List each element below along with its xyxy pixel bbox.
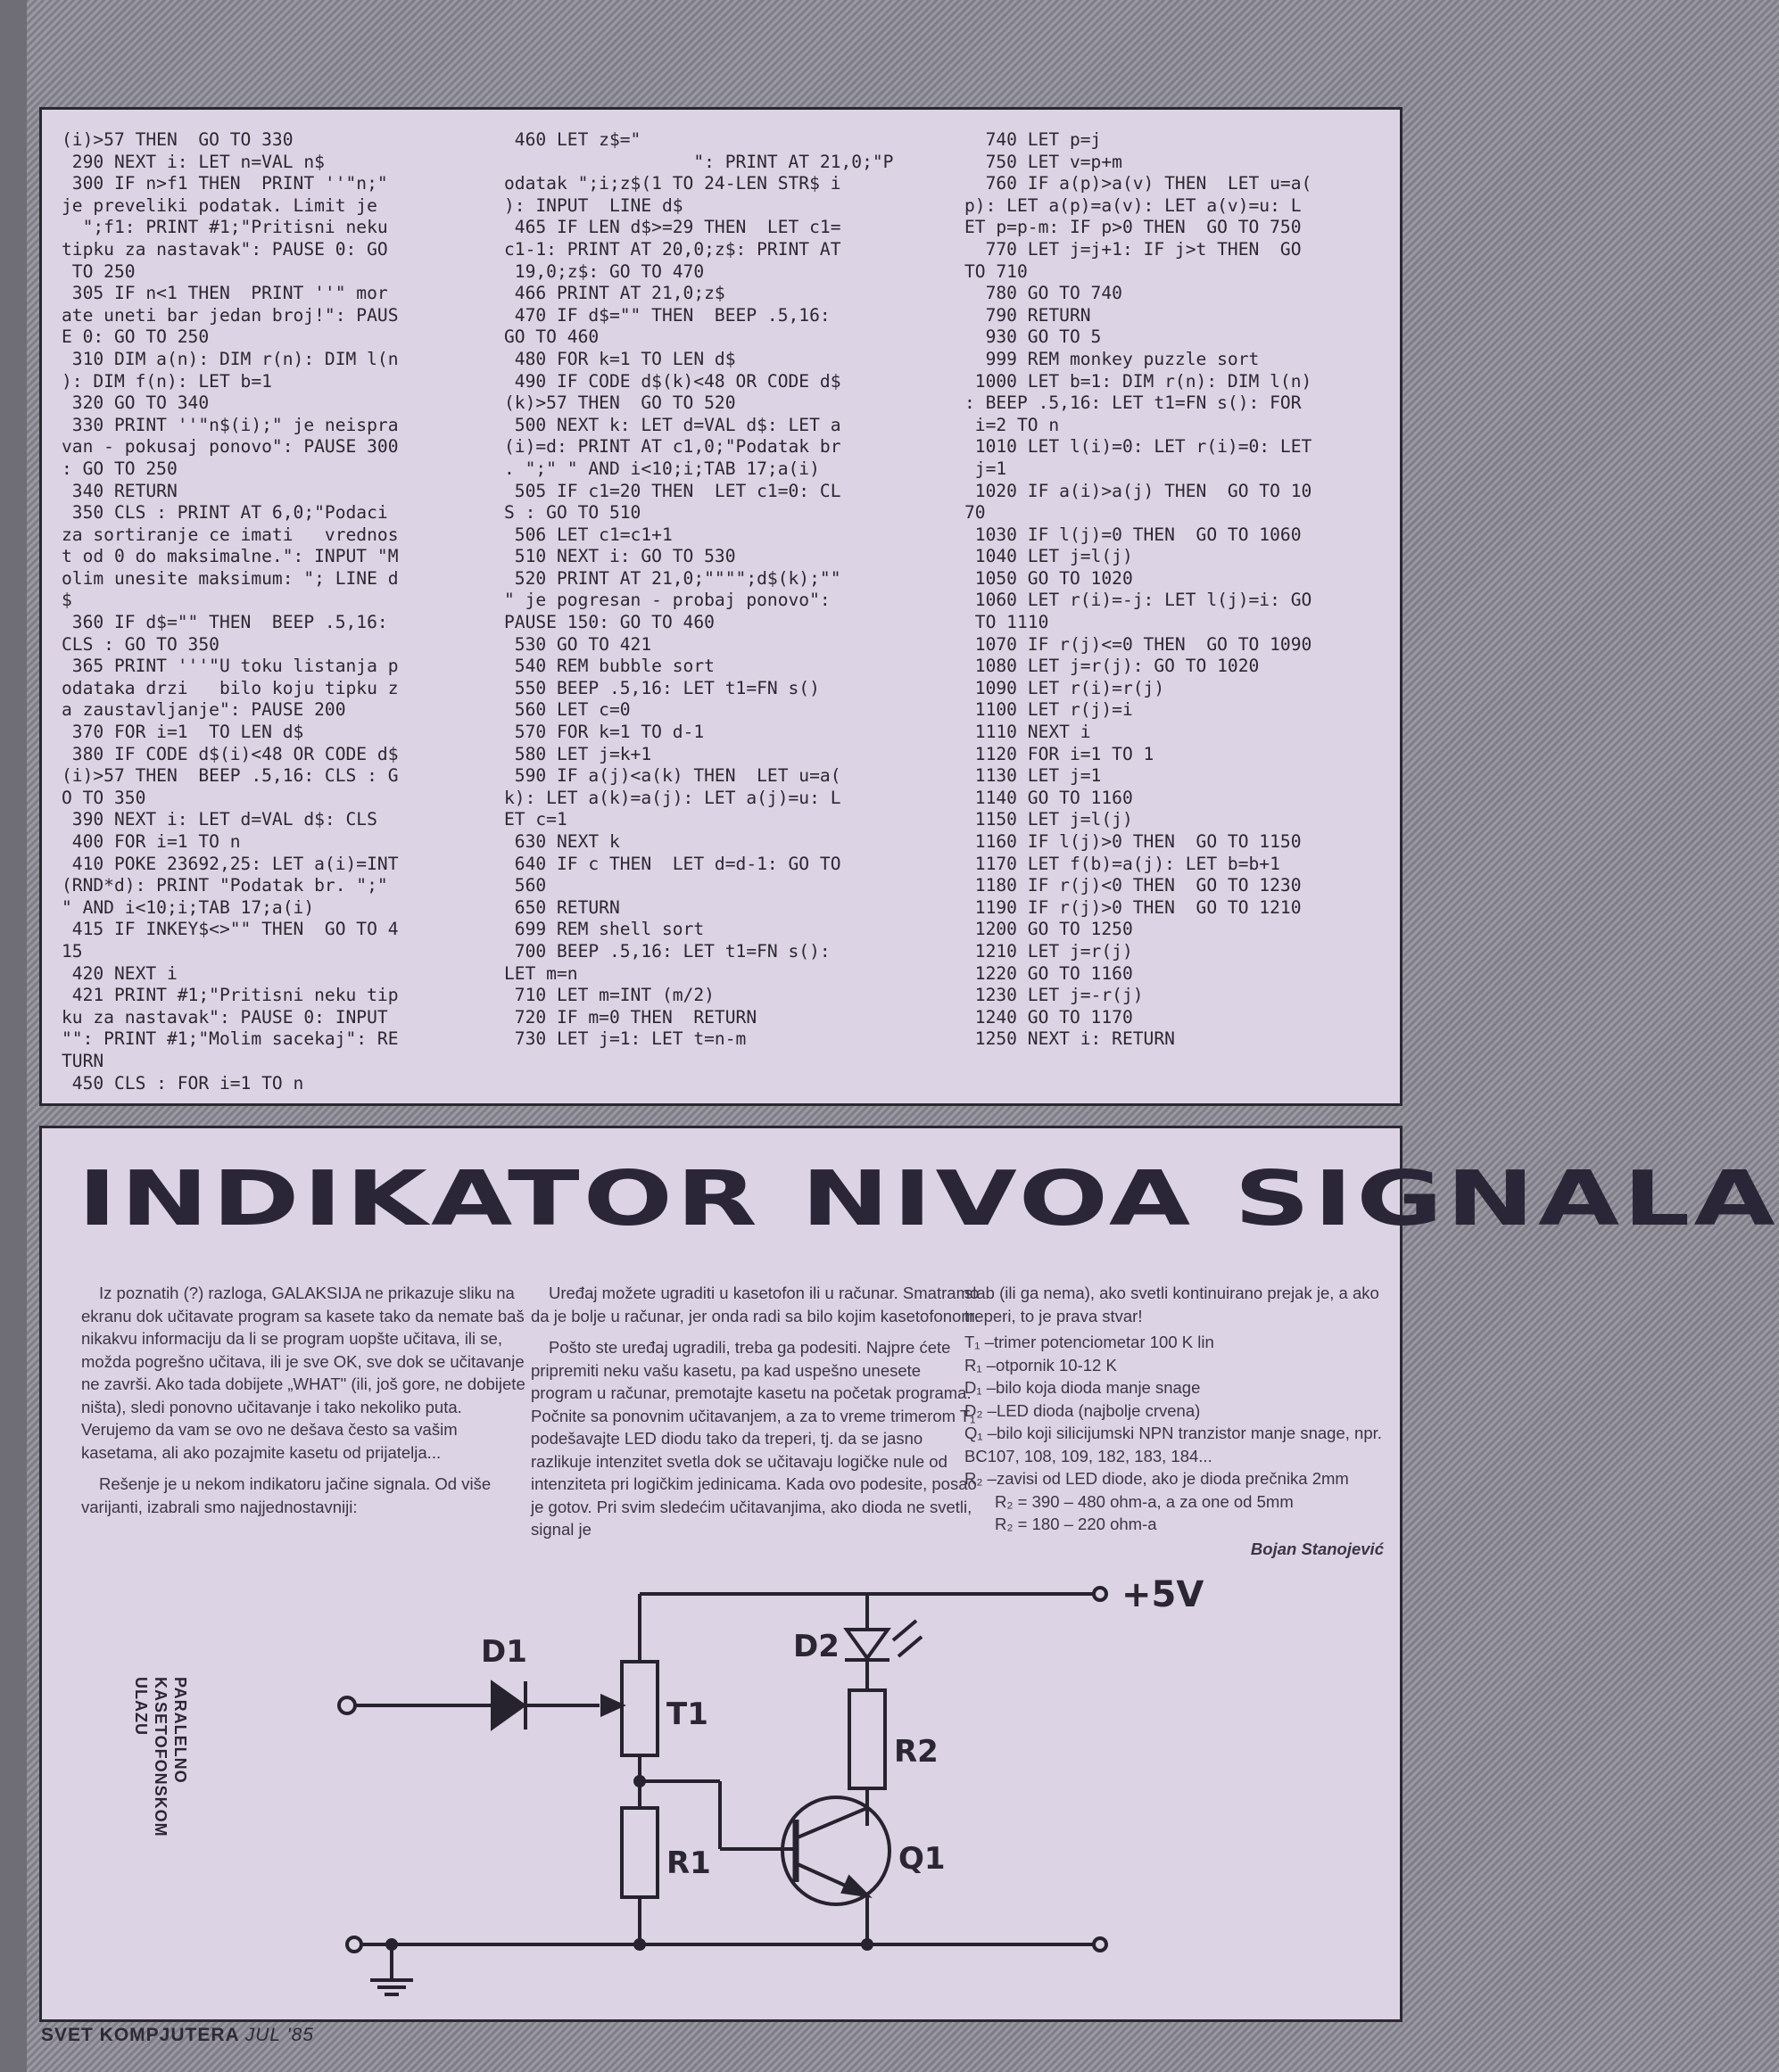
input-side-label <box>74 1677 190 1846</box>
paragraph: Uređaj možete ugraditi u kasetofon ili u računar. Smatramo da je bolje u računar, jer onda radi sa bilo kojim kasetofonom. <box>531 1284 980 1325</box>
supply-terminal <box>1094 1588 1106 1600</box>
article-column-3 <box>964 1282 1384 1560</box>
led-arrow <box>893 1621 916 1640</box>
code-column-2: 460 LET z$=" ": PRINT AT 21,0;"P odatak ";i;z$(1 TO 24-LEN STR$ i ): INPUT LINE d$ 465 IF LEN d$>=29 THEN LET c1= c1-1: PRINT AT 20,0;z$: PRINT AT 19,0;z$: GO TO 470 466 PRINT AT 21,0;z$ 470 IF d$="" THEN BEEP .5,16: GO TO 460 480 FOR k=1 TO LEN d$ 490 IF CODE d$(k)<48 OR CODE d$ (k)>57 THEN GO TO 520 500 NEXT k: LET d=VAL d$: LET a (i)=d: PRINT AT c1,0;"Podatak br . ";" " AND i<10;i;TAB 17;a(i) 505 IF c1=20 THEN LET c1=0: CL S : GO TO 510 506 LET c1=c1+1 510 NEXT i: GO TO 530 520 PRINT AT 21,0;"""";d$(k);"" " je pogresan - probaj ponovo": PAUSE 150: GO TO 460 530 GO TO 421 540 REM bubble sort 550 BEEP .5,16: LET t1=FN s() 560 LET c=0 570 FOR k=1 TO d-1 580 LET j=k+1 590 IF a(j)<a(k) THEN LET u=a( k): LET a(k)=a(j): LET a(j)=u: L ET c=1 630 NEXT k 640 IF c THEN LET d=d-1: GO TO 560 650 RETURN 699 REM shell sort 700 BEEP .5,16: LET t1=FN s(): LET m=n 710 LET m=INT (m/2) 720 IF m=0 THEN RETURN 730 LET j=1: LET t=n-m <box>504 129 894 1050</box>
issue-date: JUL '85 <box>244 2025 314 2045</box>
junction <box>635 1940 644 1949</box>
parts-item: R₁ –otpornik 10-12 K <box>964 1355 1117 1374</box>
label-r2: R2 <box>894 1734 939 1770</box>
parts-item: Q₁ –bilo koji silicijumski NPN tranzistor manje snage, npr. BC107, 108, 109, 182, 183, 184... <box>964 1424 1382 1465</box>
resistor-r1 <box>622 1808 658 1897</box>
input-terminal <box>339 1697 355 1713</box>
parts-list <box>964 1331 1384 1536</box>
magazine-name: SVET KOMPJUTERA <box>41 2025 239 2045</box>
trimmer-t1 <box>622 1662 658 1755</box>
parts-item: D₂ –LED dioda (najbolje crvena) <box>964 1400 1201 1420</box>
parts-item: T₁ –trimer potenciometar 100 K lin <box>964 1333 1214 1351</box>
ground-output-terminal <box>1094 1938 1106 1951</box>
circuit-schematic <box>265 1574 1246 2002</box>
paragraph: Iz poznatih (?) razloga, GALAKSIJA ne prikazuje sliku na ekranu dok učitavate program sa kasete tako da nemate baš nikakvu informaciju da li se program uopšte učitava, ili se, možda pogrešno učitava, ili je sve OK, sve dok se učitavanje ne završi. Ako tada dobijete „WHAT" (ili, još gore, ne dobijete ništa), sledi ponovno učitavanje i tako nekoliko puta. Verujemo da vam se ovo ne dešava često sa vašim kasetama, ali ako pozajmite kasetu od prijatelja... <box>81 1284 525 1462</box>
label-d1: D1 <box>481 1634 527 1670</box>
side-label-line: KASETOFONSKOM <box>152 1677 170 1837</box>
article-box <box>39 1126 1779 2022</box>
page-edge <box>0 0 27 2072</box>
parts-item: R₂ –zavisi od LED diode, ako je dioda prečnika 2mm <box>964 1469 1349 1488</box>
label-r1: R1 <box>666 1845 711 1881</box>
article-column-2 <box>531 1282 984 1550</box>
parts-item: D₁ –bilo koja dioda manje snage <box>964 1378 1201 1397</box>
side-label-line: ULAZU <box>132 1677 150 1736</box>
code-column-1: (i)>57 THEN GO TO 330 290 NEXT i: LET n=VAL n$ 300 IF n>f1 THEN PRINT ''"n;" je preveliki podatak. Limit je ";f1: PRINT #1;"Pritisni neku tipku za nastavak": PAUSE 0: GO TO 250 305 IF n<1 THEN PRINT ''" mor ate uneti bar jedan broj!": PAUS E 0: GO TO 250 310 DIM a(n): DIM r(n): DIM l(n ): DIM f(n): LET b=1 320 GO TO 340 330 PRINT ''"n$(i);" je neispra van - pokusaj ponovo": PAUSE 300 : GO TO 250 340 RETURN 350 CLS : PRINT AT 6,0;"Podaci za sortiranje ce imati vrednos t od 0 do maksimalne.": INPUT "M olim unesite maksimum: "; LINE d $ 360 IF d$="" THEN BEEP .5,16: CLS : GO TO 350 365 PRINT '''"U toku listanja p odataka drzi bilo koju tipku z a zaustavljanje": PAUSE 200 370 FOR i=1 TO LEN d$ 380 IF CODE d$(i)<48 OR CODE d$ (i)>57 THEN BEEP .5,16: CLS : G O TO 350 390 NEXT i: LET d=VAL d$: CLS 400 FOR i=1 TO n 410 POKE 23692,25: LET a(i)=INT (RND*d): PRINT "Podatak br. ";" " AND i<10;i;TAB 17;a(i) 415 IF INKEY$<>"" THEN GO TO 4 15 420 NEXT i 421 PRINT #1;"Pritisni neku tip ku za nastavak": PAUSE 0: INPUT "": PRINT #1;"Molim sacekaj": RE TURN 450 CLS : FOR i=1 TO n <box>62 129 399 1094</box>
paragraph: Rešenje je u nekom indikatoru jačine signala. Od više varijanti, izabrali smo najjednostavniji: <box>81 1474 492 1516</box>
page-footer <box>41 2025 314 2046</box>
basic-listing-box <box>39 107 1403 1106</box>
ground-terminal <box>347 1937 361 1952</box>
diode-d1 <box>492 1683 524 1728</box>
led-arrow <box>898 1637 922 1656</box>
code-column-3: 740 LET p=j 750 LET v=p+m 760 IF a(p)>a(v) THEN LET u=a( p): LET a(p)=a(v): LET a(v)=u: L ET p=p-m: IF p>0 THEN GO TO 750 770 LET j=j+1: IF j>t THEN GO TO 710 780 GO TO 740 790 RETURN 930 GO TO 5 999 REM monkey puzzle sort 1000 LET b=1: DIM r(n): DIM l(n) : BEEP .5,16: LET t1=FN s(): FOR i=2 TO n 1010 LET l(i)=0: LET r(i)=0: LET j=1 1020 IF a(i)>a(j) THEN GO TO 10 70 1030 IF l(j)=0 THEN GO TO 1060 1040 LET j=l(j) 1050 GO TO 1020 1060 LET r(i)=-j: LET l(j)=i: GO TO 1110 1070 IF r(j)<=0 THEN GO TO 1090 1080 LET j=r(j): GO TO 1020 1090 LET r(i)=r(j) 1100 LET r(j)=i 1110 NEXT i 1120 FOR i=1 TO 1 1130 LET j=1 1140 GO TO 1160 1150 LET j=l(j) 1160 IF l(j)>0 THEN GO TO 1150 1170 LET f(b)=a(j): LET b=b+1 1180 IF r(j)<0 THEN GO TO 1230 1190 IF r(j)>0 THEN GO TO 1210 1200 GO TO 1250 1210 LET j=r(j) 1220 GO TO 1160 1230 LET j=-r(j) 1240 GO TO 1170 1250 NEXT i: RETURN <box>964 129 1312 1050</box>
led-d2 <box>847 1630 888 1658</box>
trimmer-wiper <box>602 1696 622 1714</box>
parts-item: R₂ = 180 – 220 ohm-a <box>995 1515 1157 1533</box>
label-supply: +5V <box>1121 1574 1204 1615</box>
emitter-arrow <box>843 1878 867 1895</box>
junction <box>863 1940 872 1949</box>
parts-item: R₂ = 390 – 480 ohm-a, a za one od 5mm <box>995 1491 1294 1511</box>
paragraph: Pošto ste uređaj ugradili, treba ga podesiti. Najpre ćete pripremiti neku vašu kasetu, pa kad uspešno unesete program u računar, premotajte kasetu na početak programa. Počnite sa ponovnim učitavanjem, a za to vreme trimerom T₁ podešavajte LED diodu tako da treperi, tj. da se jasno razlikuje intenzitet svetla dok se učitavaju logičke nule od intenziteta pri logičkim jedinicama. Kada ovo podesite, posao je gotov. Pri svim sledećim učitavanjima, ako dioda ne svetli, signal je <box>531 1338 977 1539</box>
paragraph: slab (ili ga nema), ako svetli kontinuirano prejak je, a ako treperi, to je prava stvar! <box>964 1284 1379 1325</box>
label-t1: T1 <box>666 1696 708 1732</box>
label-d2: D2 <box>793 1629 840 1664</box>
transistor-collector <box>798 1808 867 1837</box>
label-q1: Q1 <box>898 1841 946 1877</box>
article-headline: INDIKATOR NIVOA SIGNALA <box>78 1153 1779 1243</box>
article-column-1 <box>81 1282 527 1527</box>
resistor-r2 <box>849 1690 885 1788</box>
side-label-line: PARALELNO <box>171 1677 189 1784</box>
article-author: Bojan Stanojević <box>1250 1539 1384 1558</box>
